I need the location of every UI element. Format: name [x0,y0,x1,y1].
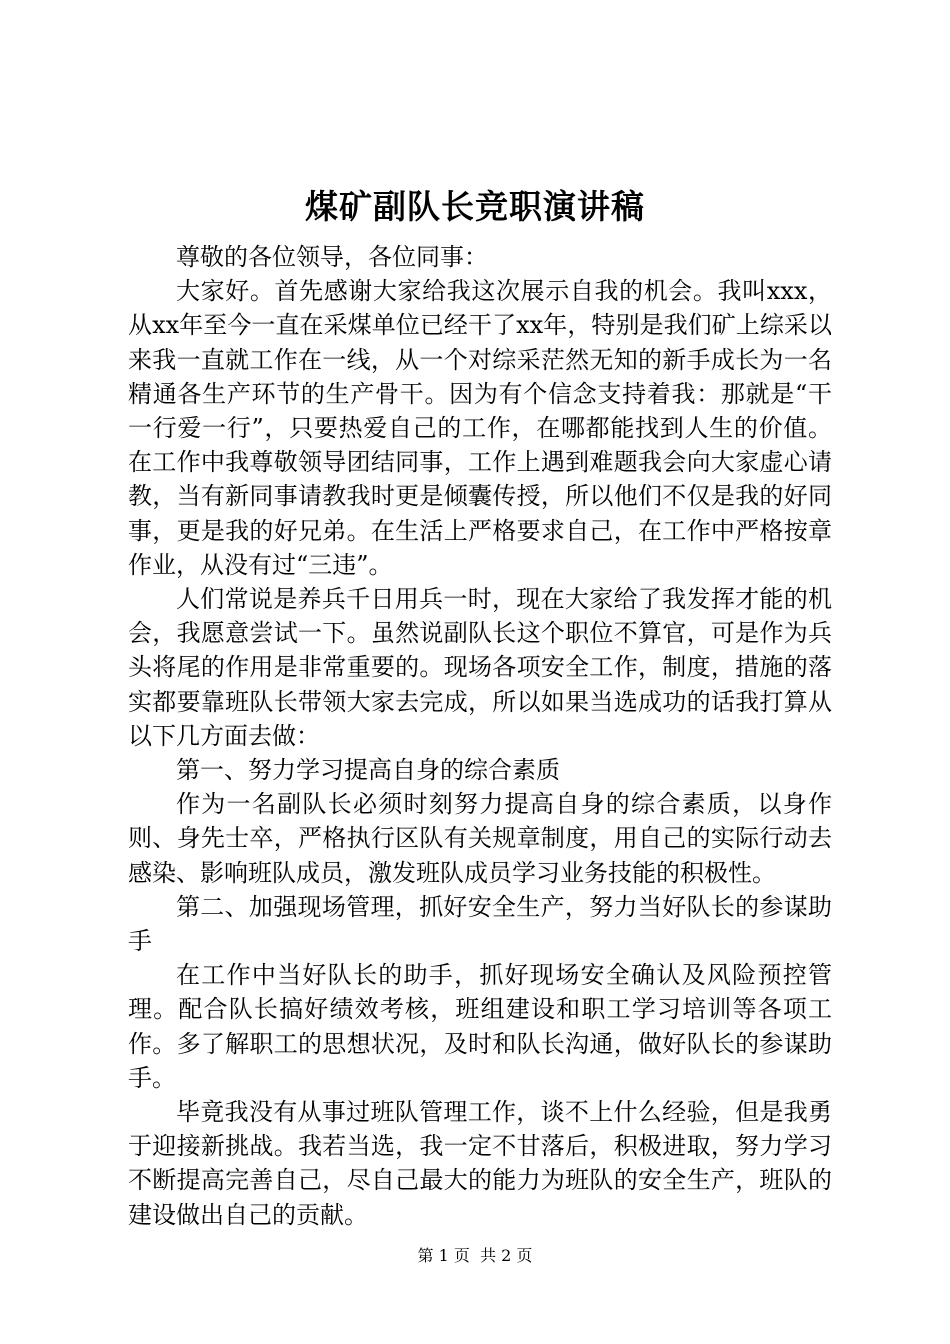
plan-paragraph: 人们常说是养兵千日用兵一时，现在大家给了我发挥才能的机会，我愿意尝试一下。虽然说副队长这个职位不算官，可是作为兵头将尾的作用是非常重要的。现场各项安全工作，制度，措施的落实都要靠班队长带领大家去完成，所以如果当选成功的话我打算从以下几方面去做： [128,585,832,750]
page-number: 第 1 页 [417,1246,470,1265]
document-title: 煤矿副队长竞职演讲稿 [305,187,645,226]
point-two-heading: 第二、加强现场管理，抓好安全生产，努力当好队长的参谋助手 [128,892,832,956]
intro-paragraph: 大家好。首先感谢大家给我这次展示自我的机会。我叫xxx，从xx年至今一直在采煤单位已经干了xx年，特别是我们矿上综采以来我一直就工作在一线，从一个对综采茫然无知的新手成长为一名精通各生产环节的生产骨干。因为有个信念支持着我：那就是“干一行爱一行”，只要热爱自己的工作，在哪都能找到人生的价值。在工作中我尊敬领导团结同事，工作上遇到难题我会向大家虚心请教，当有新同事请教我时更是倾囊传授，所以他们不仅是我的好同事，更是我的好兄弟。在生活上严格要求自己，在工作中严格按章作业，从没有过“三违”。 [128,277,832,579]
salutation-paragraph: 尊敬的各位领导，各位同事： [176,243,488,271]
document-body [128,240,832,1232]
point-two-paragraph: 在工作中当好队长的助手，抓好现场安全确认及风险预控管理。配合队长搞好绩效考核，班组建设和职工学习培训等各项工作。多了解职工的思想状况，及时和队长沟通，做好队长的参谋助手。 [128,961,832,1092]
closing-paragraph: 毕竟我没有从事过班队管理工作，谈不上什么经验，但是我勇于迎接新挑战。我若当选，我一定不甘落后，积极进取，努力学习不断提高完善自己，尽自己最大的能力为班队的安全生产，班队的建设做出自己的贡献。 [128,1098,832,1229]
point-one-paragraph: 作为一名副队长必须时刻努力提高自身的综合素质，以身作则、身先士卒，严格执行区队有关规章制度，用自己的实际行动去感染、影响班队成员，激发班队成员学习业务技能的积极性。 [128,790,832,887]
page-total: 共 2 页 [480,1246,533,1265]
point-one-heading: 第一、努力学习提高自身的综合素质 [176,756,560,785]
page-footer [0,1246,950,1266]
